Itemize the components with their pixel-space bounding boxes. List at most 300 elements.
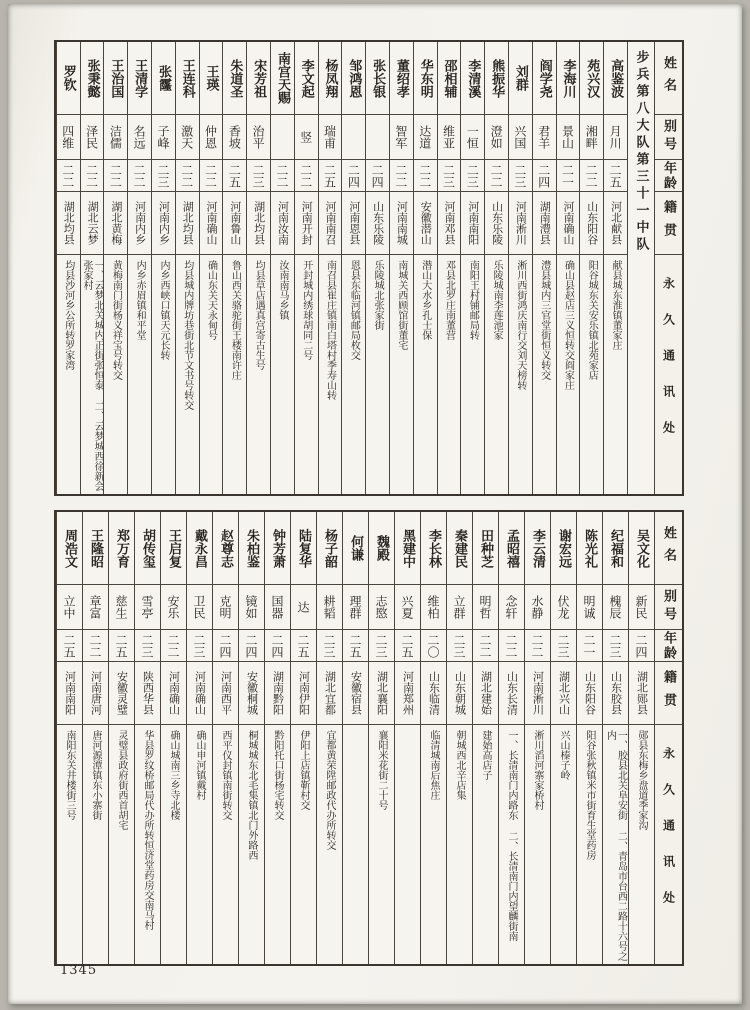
entry-origin: 湖北兴山 <box>551 662 576 725</box>
entry-alias: 君羊 <box>533 115 556 160</box>
entry-origin: 湖北襄阳 <box>369 662 394 725</box>
entry-alias: 安乐 <box>161 585 186 630</box>
entry-address: 开封城内绣球胡同二号 <box>300 260 312 360</box>
entry-age: 二三 <box>447 630 472 662</box>
entry-name: 张霳 <box>152 42 175 115</box>
header-origin-label: 籍贯 <box>655 192 682 255</box>
roster-entry-column <box>56 42 80 494</box>
entry-name: 陆复华 <box>291 512 316 585</box>
entry-alias: 明诚 <box>577 585 602 630</box>
entry-address: 汝南南马乡镇 <box>276 260 288 320</box>
roster-entry-column <box>318 42 342 494</box>
entry-age: 二三 <box>461 160 484 192</box>
entry-alias: 国器 <box>265 585 290 630</box>
entry-name: 宋芳祖 <box>247 42 270 115</box>
entry-alias: 维亚 <box>438 115 461 160</box>
entry-name: 杨凤翔 <box>319 42 342 115</box>
entry-alias: 澄如 <box>485 115 508 160</box>
entry-alias: 兴夏 <box>395 585 420 630</box>
entry-origin: 安徽潜山 <box>414 192 437 255</box>
entry-address: 鲁山西关骆驼街王楼南许庄 <box>229 260 241 380</box>
entry-address <box>395 725 420 964</box>
entry-age: 二四 <box>366 160 389 192</box>
roster-entry-column <box>365 42 389 494</box>
roster-entry-column <box>199 42 223 494</box>
entry-alias: 子峰 <box>152 115 175 160</box>
entry-age: 二〇 <box>421 630 446 662</box>
entry-name: 钟芳萧 <box>265 512 290 585</box>
table-header-column <box>654 42 682 494</box>
roster-entry-column <box>341 42 365 494</box>
entry-origin: 湖北均县 <box>176 192 199 255</box>
entry-alias: 泽民 <box>81 115 104 160</box>
entry-name: 孟昭禧 <box>499 512 524 585</box>
roster-entry-column <box>294 42 318 494</box>
entry-origin: 陕西华县 <box>135 662 160 725</box>
entry-age: 二四 <box>265 630 290 662</box>
entry-origin: 山东胶县 <box>603 662 628 725</box>
roster-entry-column <box>342 512 368 964</box>
roster-entry-column <box>160 512 186 964</box>
entry-age: 二五 <box>57 630 82 662</box>
entry-origin: 河南鲁山 <box>223 192 246 255</box>
entry-alias: 新民 <box>629 585 654 630</box>
entry-origin: 河南内乡 <box>152 192 175 255</box>
entry-address: 阳谷张秋镇米市街育生堂药房 <box>584 730 595 860</box>
entry-alias: 立群 <box>447 585 472 630</box>
entry-address: 郧县东梅乡盘道季家沟 <box>636 730 647 830</box>
entry-address: 南阳东关井楼街三号 <box>64 730 75 820</box>
entry-alias: 理群 <box>343 585 368 630</box>
entry-name: 高鉴波 <box>604 42 627 115</box>
entry-origin: 河南确山 <box>200 192 223 255</box>
entry-name: 秦建民 <box>447 512 472 585</box>
entry-age: 二四 <box>213 630 238 662</box>
entry-address: 献县城东淮镇董家庄 <box>610 260 622 350</box>
roster-entry-column <box>446 512 472 964</box>
roster-entry-column <box>108 512 134 964</box>
entry-name: 李海川 <box>557 42 580 115</box>
entry-address: 确山城南三乡寺北楼 <box>168 730 179 820</box>
entry-alias: 竖 <box>295 115 318 160</box>
entry-name: 刘群 <box>509 42 532 115</box>
entry-age: 二四 <box>533 160 556 192</box>
entry-age: 二一 <box>557 160 580 192</box>
entry-address: 兴山榛子岭 <box>558 730 569 780</box>
entry-origin: 河南内乡 <box>128 192 151 255</box>
entry-address: 南城关西顾馆街董宅 <box>395 260 407 350</box>
entry-address: 乐陵城南李莲池家 <box>491 260 503 340</box>
header-age-label: 年龄 <box>655 630 682 662</box>
paper-page <box>8 4 742 1004</box>
entry-name: 张长银 <box>366 42 389 115</box>
entry-alias: 克明 <box>213 585 238 630</box>
entry-name: 纪福和 <box>603 512 628 585</box>
entry-alias: 镜如 <box>239 585 264 630</box>
entry-name: 王启复 <box>161 512 186 585</box>
entry-alias: 明哲 <box>473 585 498 630</box>
entry-origin: 湖南澧县 <box>533 192 556 255</box>
entry-address: 一、云梦北关城内正街张恒泰 二、云梦城西徐新会张家村 <box>81 260 104 491</box>
entry-address: 内乡西峡口镇天元长转 <box>157 260 169 360</box>
roster-entry-column <box>368 512 394 964</box>
entry-name: 罗钦 <box>57 42 80 115</box>
entry-alias <box>366 115 389 160</box>
entry-origin: 安徽桐城 <box>239 662 264 725</box>
entry-age: 二三 <box>551 630 576 662</box>
entry-origin: 湖北云梦 <box>81 192 104 255</box>
entry-address: 南召县崔庄镇南白塔村季寿山转 <box>324 260 336 400</box>
roster-entry-column <box>420 512 446 964</box>
entry-alias: 四维 <box>57 115 80 160</box>
entry-address: 宜都黄荣陞邮政代办所转交 <box>324 730 335 850</box>
roster-entry-column <box>316 512 342 964</box>
entry-age: 二二 <box>271 160 294 192</box>
entry-age: 二四 <box>342 160 365 192</box>
entry-alias: 维柏 <box>421 585 446 630</box>
roster-entry-column <box>394 512 420 964</box>
entry-alias: 立中 <box>57 585 82 630</box>
entry-origin: 河南邓县 <box>438 192 461 255</box>
entry-age: 二五 <box>223 160 246 192</box>
entry-address: 黄梅南门街杨义祥宝号转交 <box>110 260 122 380</box>
entry-address: 淅川滔河寨家桥村 <box>532 730 543 810</box>
entry-origin: 山东长清 <box>499 662 524 725</box>
roster-entry-column <box>508 42 532 494</box>
entry-address: 淅川西街鸿庆南行交刘天榜转 <box>514 260 526 390</box>
roster-entry-column <box>484 42 508 494</box>
entry-origin: 河南唐河 <box>83 662 108 725</box>
entry-name: 朱道圣 <box>223 42 246 115</box>
roster-entry-column <box>472 512 498 964</box>
entry-age: 二三 <box>369 630 394 662</box>
roster-entry-column <box>532 42 556 494</box>
entry-origin: 山东临清 <box>421 662 446 725</box>
entry-name: 邹鸿恩 <box>342 42 365 115</box>
entry-age: 二二 <box>499 630 524 662</box>
entry-alias: 水静 <box>525 585 550 630</box>
entry-origin: 山东朝城 <box>447 662 472 725</box>
entry-alias: 伏龙 <box>551 585 576 630</box>
header-name-label: 姓名 <box>655 512 682 585</box>
entry-address: 潜山大水乡孔士保 <box>419 260 431 340</box>
entry-origin: 湖北建始 <box>473 662 498 725</box>
roster-entry-column <box>556 42 580 494</box>
entry-name: 郑万育 <box>109 512 134 585</box>
entry-age: 二四 <box>629 630 654 662</box>
header-origin-label: 籍贯 <box>655 662 682 725</box>
entry-name: 王连科 <box>176 42 199 115</box>
entry-origin: 湖北均县 <box>247 192 270 255</box>
entry-alias: 治平 <box>247 115 270 160</box>
entry-name: 王隆昭 <box>83 512 108 585</box>
entry-address: 桐城城东北毛集镇北门外路西 <box>246 730 257 860</box>
entry-name: 吴文化 <box>629 512 654 585</box>
entry-name: 李文起 <box>295 42 318 115</box>
entry-address: 确山县赵店三义恒转交阎家庄 <box>562 260 574 390</box>
entry-address <box>343 725 368 964</box>
entry-address: 襄阳米花街二十号 <box>376 730 387 810</box>
entry-address: 黔阳托口街杨宅转交 <box>272 730 283 820</box>
header-alias-label: 别号 <box>655 585 682 630</box>
entry-age: 二三 <box>438 160 461 192</box>
roster-entry-column <box>238 512 264 964</box>
section-title: 步兵第八大队第三十一中队 <box>633 50 649 254</box>
entry-origin: 安徽灵璧 <box>109 662 134 725</box>
section-title-column <box>627 42 654 494</box>
entry-age: 二三 <box>187 630 212 662</box>
roster-entry-column <box>82 512 108 964</box>
entry-age: 二二 <box>295 160 318 192</box>
entry-origin: 河南开封 <box>295 192 318 255</box>
roster-entry-column <box>498 512 524 964</box>
entry-age: 二二 <box>81 160 104 192</box>
entry-alias: 仲恩 <box>200 115 223 160</box>
roster-entry-column <box>264 512 290 964</box>
roster-entry-column <box>80 42 104 494</box>
table-header-column <box>654 512 682 964</box>
entry-address: 澧县城内三官堂街恒义转交 <box>538 260 550 380</box>
header-alias-label: 别号 <box>655 115 682 160</box>
roster-entry-column <box>222 42 246 494</box>
entry-origin: 河南淅川 <box>509 192 532 255</box>
roster-entry-column <box>413 42 437 494</box>
entry-name: 李长林 <box>421 512 446 585</box>
roster-entry-column <box>56 512 82 964</box>
entry-name: 黑建中 <box>395 512 420 585</box>
entry-alias: 念轩 <box>499 585 524 630</box>
entry-age: 二五 <box>604 160 627 192</box>
roster-entry-column <box>628 512 654 964</box>
roster-entry-column <box>389 42 413 494</box>
entry-age: 二二 <box>57 160 80 192</box>
entry-name: 朱柏鉴 <box>239 512 264 585</box>
entry-address: 阳谷城东关安乐镇北苑家店 <box>586 260 598 380</box>
entry-name: 王清学 <box>128 42 151 115</box>
entry-origin: 河南南城 <box>390 192 413 255</box>
header-name-label: 姓名 <box>655 42 682 115</box>
entry-alias: 章富 <box>83 585 108 630</box>
entry-address: 邓县北罗庄南董营 <box>443 260 455 340</box>
entry-age: 二二 <box>128 160 151 192</box>
entry-name: 胡传玺 <box>135 512 160 585</box>
roster-entry-column <box>134 512 160 964</box>
roster-entry-column <box>212 512 238 964</box>
entry-name: 李清溪 <box>461 42 484 115</box>
roster-entry-column <box>579 42 603 494</box>
entry-origin: 山东阳谷 <box>577 662 602 725</box>
roster-table-bottom <box>54 510 684 966</box>
header-age-label: 年龄 <box>655 160 682 192</box>
entry-alias: 智军 <box>390 115 413 160</box>
entry-age: 二五 <box>291 630 316 662</box>
page-number: 1345 <box>60 963 98 978</box>
entry-age: 二三 <box>509 160 532 192</box>
entry-age: 二二 <box>390 160 413 192</box>
entry-origin: 湖南黔阳 <box>265 662 290 725</box>
entry-origin: 河北献县 <box>604 192 627 255</box>
entry-name: 南宫天赐 <box>271 42 294 115</box>
entry-alias: 景山 <box>557 115 580 160</box>
entry-name: 王瑛 <box>200 42 223 115</box>
entry-origin: 河南南阳 <box>461 192 484 255</box>
entry-origin: 河南伊阳 <box>291 662 316 725</box>
entry-age: 二五 <box>395 630 420 662</box>
entry-address: 西平仪封镇南街转交 <box>220 730 231 820</box>
entry-name: 王治国 <box>104 42 127 115</box>
entry-name: 谢宏远 <box>551 512 576 585</box>
entry-address: 一、胶县北关阜安街 二、青岛市台西二路十六号之内 <box>604 730 627 961</box>
entry-address: 一、长清南门内路东 二、长清南门内望麟街南 <box>506 730 517 941</box>
entry-address: 伊阳上店镇靳村交 <box>298 730 309 810</box>
entry-origin: 湖北黄梅 <box>104 192 127 255</box>
entry-address: 南阳王村铺邮局转 <box>467 260 479 340</box>
entry-name: 李云清 <box>525 512 550 585</box>
roster-entry-column <box>186 512 212 964</box>
entry-age: 二一 <box>577 630 602 662</box>
entry-alias: 兴国 <box>509 115 532 160</box>
entry-origin: 河南汝南 <box>271 192 294 255</box>
entry-origin: 安徽宿县 <box>343 662 368 725</box>
entry-alias: 雪亭 <box>135 585 160 630</box>
roster-entry-column <box>603 42 627 494</box>
entry-age: 二二 <box>200 160 223 192</box>
entry-name: 陈光礼 <box>577 512 602 585</box>
entry-alias: 名远 <box>128 115 151 160</box>
entry-age: 二五 <box>343 630 368 662</box>
entry-address: 均县草店遇真宫寄古生号 <box>253 260 265 370</box>
roster-entry-column <box>460 42 484 494</box>
entry-alias <box>271 115 294 160</box>
entry-address: 恩县东临河镇邮局枚交 <box>348 260 360 360</box>
roster-entry-column <box>103 42 127 494</box>
roster-entry-column <box>524 512 550 964</box>
roster-table-top <box>54 40 684 496</box>
entry-alias: 志愍 <box>369 585 394 630</box>
entry-address: 均县城内牌坊巷街北节文书号转交 <box>181 260 193 410</box>
header-address-label: 永久通讯处 <box>661 277 676 457</box>
roster-entry-column <box>550 512 576 964</box>
entry-age: 二二 <box>485 160 508 192</box>
roster-entry-column <box>576 512 602 964</box>
entry-alias: 达道 <box>414 115 437 160</box>
entry-name: 董绍孝 <box>390 42 413 115</box>
entry-address: 建始高店子 <box>480 730 491 780</box>
entry-origin: 河南南召 <box>319 192 342 255</box>
entry-alias: 卫民 <box>187 585 212 630</box>
entry-age: 二二 <box>83 630 108 662</box>
entry-name: 华东明 <box>414 42 437 115</box>
entry-origin: 河南确山 <box>161 662 186 725</box>
entry-origin: 河南西平 <box>213 662 238 725</box>
entry-age: 二二 <box>580 160 603 192</box>
entry-name: 苑兴汉 <box>580 42 603 115</box>
entry-origin: 河南淅川 <box>525 662 550 725</box>
entry-name: 邵相辅 <box>438 42 461 115</box>
entry-address: 朝城西北辛店集 <box>454 730 465 800</box>
entry-alias: 湘畔 <box>580 115 603 160</box>
entry-origin: 河南确山 <box>557 192 580 255</box>
entry-name: 熊振华 <box>485 42 508 115</box>
entry-age: 二三 <box>247 160 270 192</box>
entry-age: 二三 <box>152 160 175 192</box>
entry-address: 乐陵城北张家街 <box>372 260 384 330</box>
roster-entry-column <box>127 42 151 494</box>
entry-origin: 河南恩县 <box>342 192 365 255</box>
entry-name: 戴永昌 <box>187 512 212 585</box>
entry-age: 二二 <box>525 630 550 662</box>
entry-alias: 耕韬 <box>317 585 342 630</box>
entry-address: 确山东关天永甸号 <box>205 260 217 340</box>
header-address-label: 永久通讯处 <box>661 747 676 927</box>
entry-age: 二二 <box>176 160 199 192</box>
roster-entry-column <box>290 512 316 964</box>
entry-age: 二三 <box>135 630 160 662</box>
entry-name: 魏殿 <box>369 512 394 585</box>
entry-origin: 山东乐陵 <box>485 192 508 255</box>
entry-age: 二五 <box>109 630 134 662</box>
entry-origin: 湖北宜都 <box>317 662 342 725</box>
roster-entry-column <box>437 42 461 494</box>
entry-alias: 慈生 <box>109 585 134 630</box>
entry-address: 临清城南后焦庄 <box>428 730 439 800</box>
entry-age: 二四 <box>239 630 264 662</box>
roster-entry-column <box>602 512 628 964</box>
entry-name: 阎学尧 <box>533 42 556 115</box>
entry-alias: 洁儒 <box>104 115 127 160</box>
entry-origin: 山东乐陵 <box>366 192 389 255</box>
entry-address: 内乡赤眉镇和平堂 <box>134 260 146 340</box>
entry-alias: 槐辰 <box>603 585 628 630</box>
entry-address: 均县沙河乡公所转罗家湾 <box>62 260 74 370</box>
roster-entry-column <box>270 42 294 494</box>
entry-origin: 山东阳谷 <box>580 192 603 255</box>
entry-age: 二二 <box>473 630 498 662</box>
entry-alias: 瑞甫 <box>319 115 342 160</box>
entry-name: 何谦 <box>343 512 368 585</box>
entry-origin: 河南南阳 <box>57 662 82 725</box>
entry-name: 张秉懿 <box>81 42 104 115</box>
entry-address: 华县罗纹桥邮局代办所转恒济堂药房交南马村 <box>142 730 153 930</box>
entry-age: 二二 <box>104 160 127 192</box>
entry-address: 灵璧县政府街西首胡宅 <box>116 730 127 830</box>
entry-name: 杨子韶 <box>317 512 342 585</box>
entry-name: 赵尊志 <box>213 512 238 585</box>
entry-age: 二三 <box>317 630 342 662</box>
entry-alias <box>342 115 365 160</box>
entry-origin: 河南确山 <box>187 662 212 725</box>
roster-entry-column <box>246 42 270 494</box>
entry-alias: 达 <box>291 585 316 630</box>
entry-age: 二二 <box>414 160 437 192</box>
entry-alias: 一恒 <box>461 115 484 160</box>
entry-name: 田种芝 <box>473 512 498 585</box>
entry-origin: 河南郑州 <box>395 662 420 725</box>
entry-origin: 湖北均县 <box>57 192 80 255</box>
entry-origin: 湖北郧县 <box>629 662 654 725</box>
entry-alias: 香坡 <box>223 115 246 160</box>
entry-alias: 激天 <box>176 115 199 160</box>
entry-alias: 月川 <box>604 115 627 160</box>
entry-address: 唐河源潭镇东小寨街 <box>90 730 101 820</box>
entry-name: 周浩文 <box>57 512 82 585</box>
entry-age: 二二 <box>161 630 186 662</box>
entry-age: 二五 <box>319 160 342 192</box>
roster-entry-column <box>175 42 199 494</box>
entry-age: 二三 <box>603 630 628 662</box>
entry-address: 确山申河镇戴村 <box>194 730 205 800</box>
roster-entry-column <box>151 42 175 494</box>
